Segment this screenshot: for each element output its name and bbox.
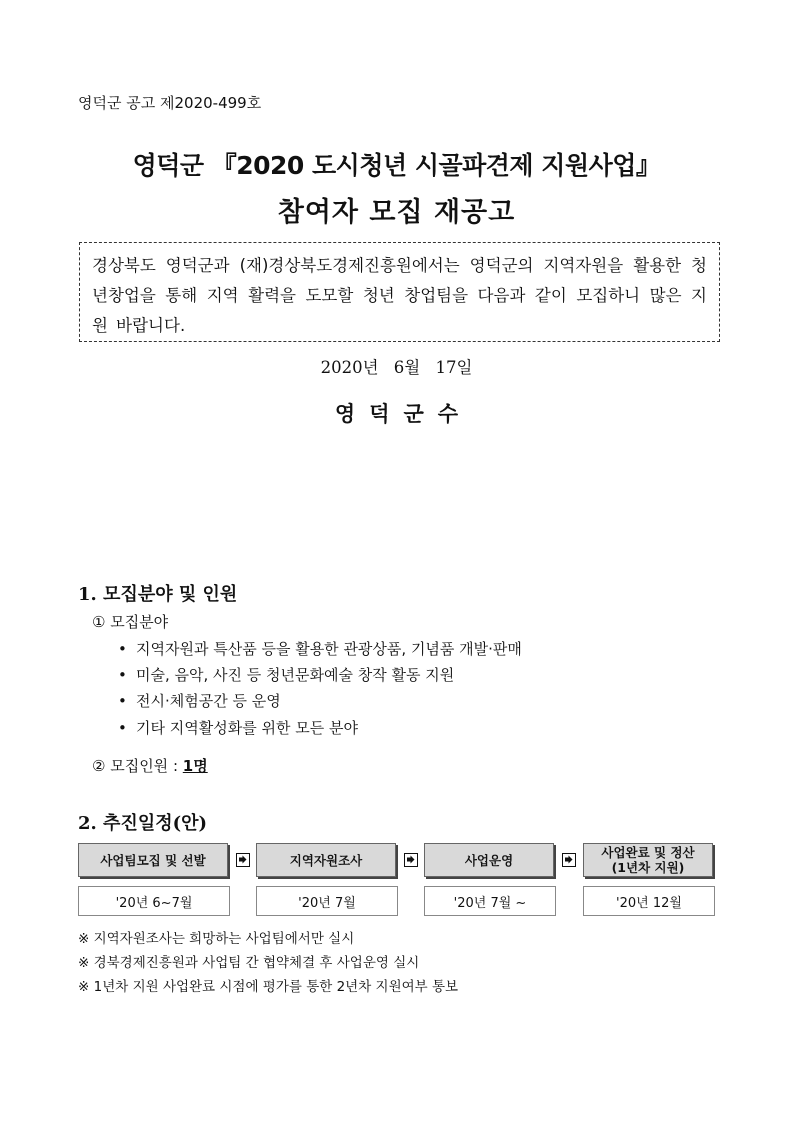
list-item: • 전시·체험공간 등 운영: [118, 692, 281, 710]
bullet-icon: •: [118, 640, 127, 658]
recruit-field-label: ① 모집분야: [92, 613, 169, 631]
schedule-step: [424, 843, 554, 877]
section2-title: 2. 추진일정(안): [78, 813, 208, 834]
bullet-icon: •: [118, 666, 127, 684]
right-arrow-icon: [236, 853, 250, 867]
list-item: • 기타 지역활성화를 위한 모든 분야: [118, 719, 358, 737]
right-arrow-icon: [404, 853, 418, 867]
schedule-step: [583, 843, 713, 877]
section1-title: 1. 모집분야 및 인원: [78, 584, 238, 605]
issuer-name: 영덕군수: [334, 402, 473, 426]
schedule-step-label: 사업완료 및 정산 (1년차 지원): [601, 845, 695, 875]
schedule-step-label: 지역자원조사: [289, 852, 363, 868]
schedule-note: ※ 지역자원조사는 희망하는 사업팀에서만 실시: [78, 931, 355, 947]
bullet-icon: •: [118, 719, 127, 737]
schedule-step: [256, 843, 396, 877]
document-title-line2: 참여자 모집 재공고: [277, 197, 516, 228]
schedule-period: '20년 6~7월: [78, 886, 230, 916]
recruit-count-value: 1명: [182, 757, 208, 775]
bullet-icon: •: [118, 692, 127, 710]
schedule-step: [78, 843, 228, 877]
schedule-period: '20년 7월 ~: [424, 886, 556, 916]
schedule-note: ※ 1년차 지원 사업완료 시점에 평가를 통한 2년차 지원여부 통보: [78, 979, 459, 995]
schedule-period: '20년 12월: [583, 886, 715, 916]
schedule-period: '20년 7월: [256, 886, 398, 916]
notice-date: 2020년 6월 17일: [320, 358, 473, 377]
schedule-step-label: 사업운영: [464, 852, 514, 868]
document-title-line1: 영덕군 『2020 도시청년 시골파견제 지원사업』: [132, 151, 661, 180]
list-item: • 지역자원과 특산품 등을 활용한 관광상품, 기념품 개발·판매: [118, 640, 522, 658]
notice-number: 영덕군 공고 제2020-499호: [78, 94, 262, 112]
recruit-count: [92, 755, 208, 776]
intro-text: 경상북도 영덕군과 (재)경상북도경제진흥원에서는 영덕군의 지역자원을 활용한 청년창업을 통해 지역 활력을 도모할 청년 창업팀을 다음과 같이 모집하니 많은 지원 바랍니다.: [92, 256, 707, 335]
schedule-note: ※ 경북경제진흥원과 사업팀 간 협약체결 후 사업운영 실시: [78, 955, 420, 971]
recruit-count-label: ② 모집인원 :: [92, 757, 178, 775]
intro-box: [79, 242, 720, 342]
right-arrow-icon: [562, 853, 576, 867]
schedule-step-label: 사업팀모집 및 선발: [100, 852, 206, 868]
list-item: • 미술, 음악, 사진 등 청년문화예술 창작 활동 지원: [118, 666, 455, 684]
